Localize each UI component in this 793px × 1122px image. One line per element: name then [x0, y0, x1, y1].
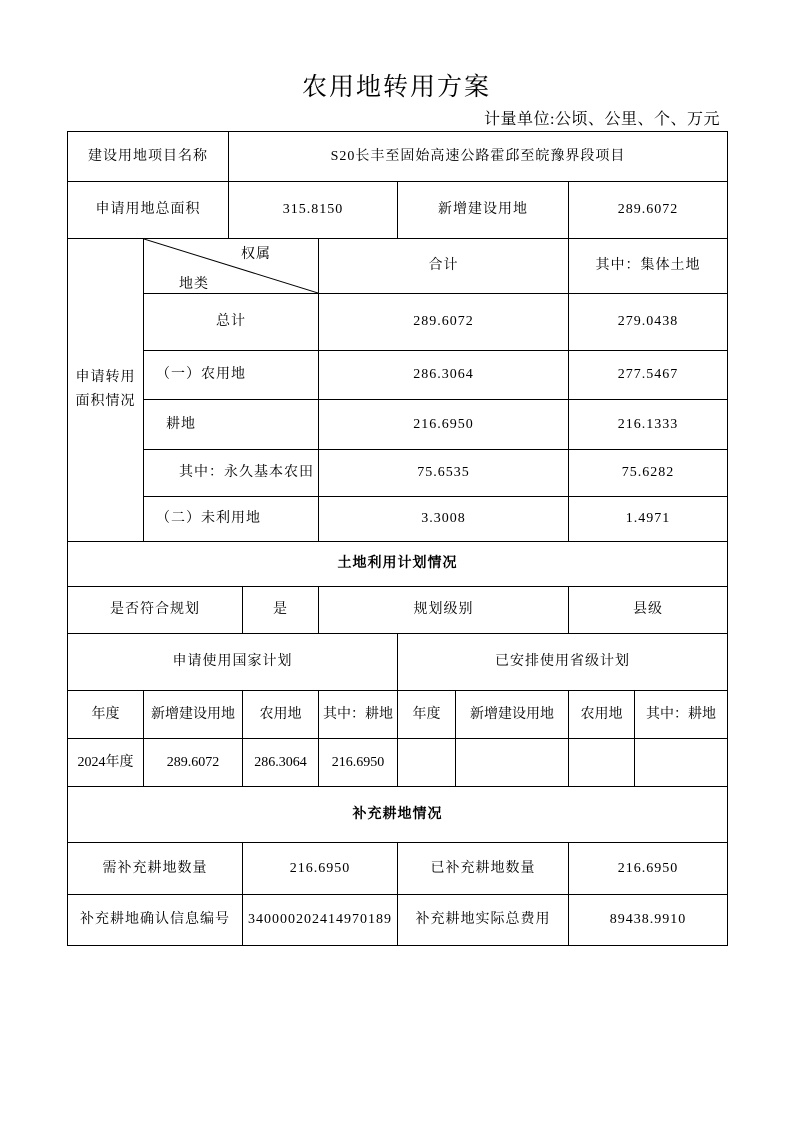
new-construction-label: 新增建设用地: [398, 182, 569, 239]
conversion-row-basic-farmland: [68, 450, 728, 497]
done-supplement-value: 216.6950: [569, 843, 728, 895]
national-year: 2024年度: [68, 739, 144, 787]
conversion-row-total: [68, 294, 728, 351]
confirmation-id-label: 补充耕地确认信息编号: [68, 895, 243, 946]
col-header-agricultural: 农用地: [243, 691, 319, 739]
provincial-agricultural: [569, 739, 635, 787]
row-total-value: 289.6072: [319, 294, 569, 351]
land-type-label: 地类: [179, 277, 209, 292]
plan-section-title: 土地利用计划情况: [68, 542, 728, 587]
row-collective-value: 277.5467: [569, 351, 728, 400]
national-arable: 216.6950: [319, 739, 398, 787]
row-total-value: 286.3064: [319, 351, 569, 400]
actual-cost-value: 89438.9910: [569, 895, 728, 946]
project-label: 建设用地项目名称: [68, 132, 229, 182]
col-header-arable: 其中：耕地: [319, 691, 398, 739]
row-label: （二）未利用地: [144, 497, 319, 542]
supplement-info-row: [68, 895, 728, 946]
row-total-value: 75.6535: [319, 450, 569, 497]
col-header-agricultural: 农用地: [569, 691, 635, 739]
plan-level-label: 规划级别: [319, 587, 569, 634]
national-plan-label: 申请使用国家计划: [68, 634, 398, 691]
row-collective-value: 75.6282: [569, 450, 728, 497]
plan-column-header-row: [68, 691, 728, 739]
conversion-row-agricultural: [68, 351, 728, 400]
need-supplement-label: 需补充耕地数量: [68, 843, 243, 895]
plan-conformity-row: [68, 587, 728, 634]
document-title: 农用地转用方案: [301, 72, 491, 101]
actual-cost-label: 补充耕地实际总费用: [398, 895, 569, 946]
conform-value: 是: [243, 587, 319, 634]
provincial-arable: [635, 739, 728, 787]
national-agricultural: 286.3064: [243, 739, 319, 787]
diagonal-divider: [144, 239, 318, 293]
done-supplement-label: 已补充耕地数量: [398, 843, 569, 895]
project-value: S20长丰至固始高速公路霍邱至皖豫界段项目: [229, 132, 728, 182]
conversion-section-label: 申请转用 面积情况: [68, 239, 144, 542]
plan-section-row: [68, 542, 728, 587]
col-header-arable: 其中：耕地: [635, 691, 728, 739]
row-collective-value: 279.0438: [569, 294, 728, 351]
col-header-year: 年度: [68, 691, 144, 739]
col-header-year: 年度: [398, 691, 456, 739]
new-construction-value: 289.6072: [569, 182, 728, 239]
conform-label: 是否符合规划: [68, 587, 243, 634]
conversion-row-arable: [68, 400, 728, 450]
provincial-year: [398, 739, 456, 787]
conversion-row-unused: [68, 497, 728, 542]
project-row: [68, 132, 728, 182]
conversion-header-row: [68, 239, 728, 294]
supplement-quantity-row: [68, 843, 728, 895]
need-supplement-value: 216.6950: [243, 843, 398, 895]
row-collective-value: 216.1333: [569, 400, 728, 450]
col-header-new-construction: 新增建设用地: [144, 691, 243, 739]
total-area-label: 申请用地总面积: [68, 182, 229, 239]
national-new-construction: 289.6072: [144, 739, 243, 787]
row-total-value: 3.3008: [319, 497, 569, 542]
plan-level-value: 县级: [569, 587, 728, 634]
conversion-plan-table: [67, 131, 728, 946]
plan-source-row: [68, 634, 728, 691]
provincial-plan-label: 已安排使用省级计划: [398, 634, 728, 691]
row-label: 总计: [144, 294, 319, 351]
row-label: 其中：永久基本农田: [144, 450, 319, 497]
plan-data-row: [68, 739, 728, 787]
ownership-label: 权属: [241, 247, 271, 262]
row-label: 耕地: [144, 400, 319, 450]
area-row: [68, 182, 728, 239]
diagonal-header-cell: [144, 239, 319, 294]
total-column-header: 合计: [319, 239, 569, 294]
row-total-value: 216.6950: [319, 400, 569, 450]
collective-column-header: 其中：集体土地: [569, 239, 728, 294]
provincial-new-construction: [456, 739, 569, 787]
supplement-section-row: [68, 787, 728, 843]
row-label: （一）农用地: [144, 351, 319, 400]
total-area-value: 315.8150: [229, 182, 398, 239]
confirmation-id-value: 340000202414970189: [243, 895, 398, 946]
col-header-new-construction: 新增建设用地: [456, 691, 569, 739]
supplement-section-title: 补充耕地情况: [68, 787, 728, 843]
unit-note: 计量单位:公顷、公里、个、万元: [484, 111, 720, 128]
row-collective-value: 1.4971: [569, 497, 728, 542]
